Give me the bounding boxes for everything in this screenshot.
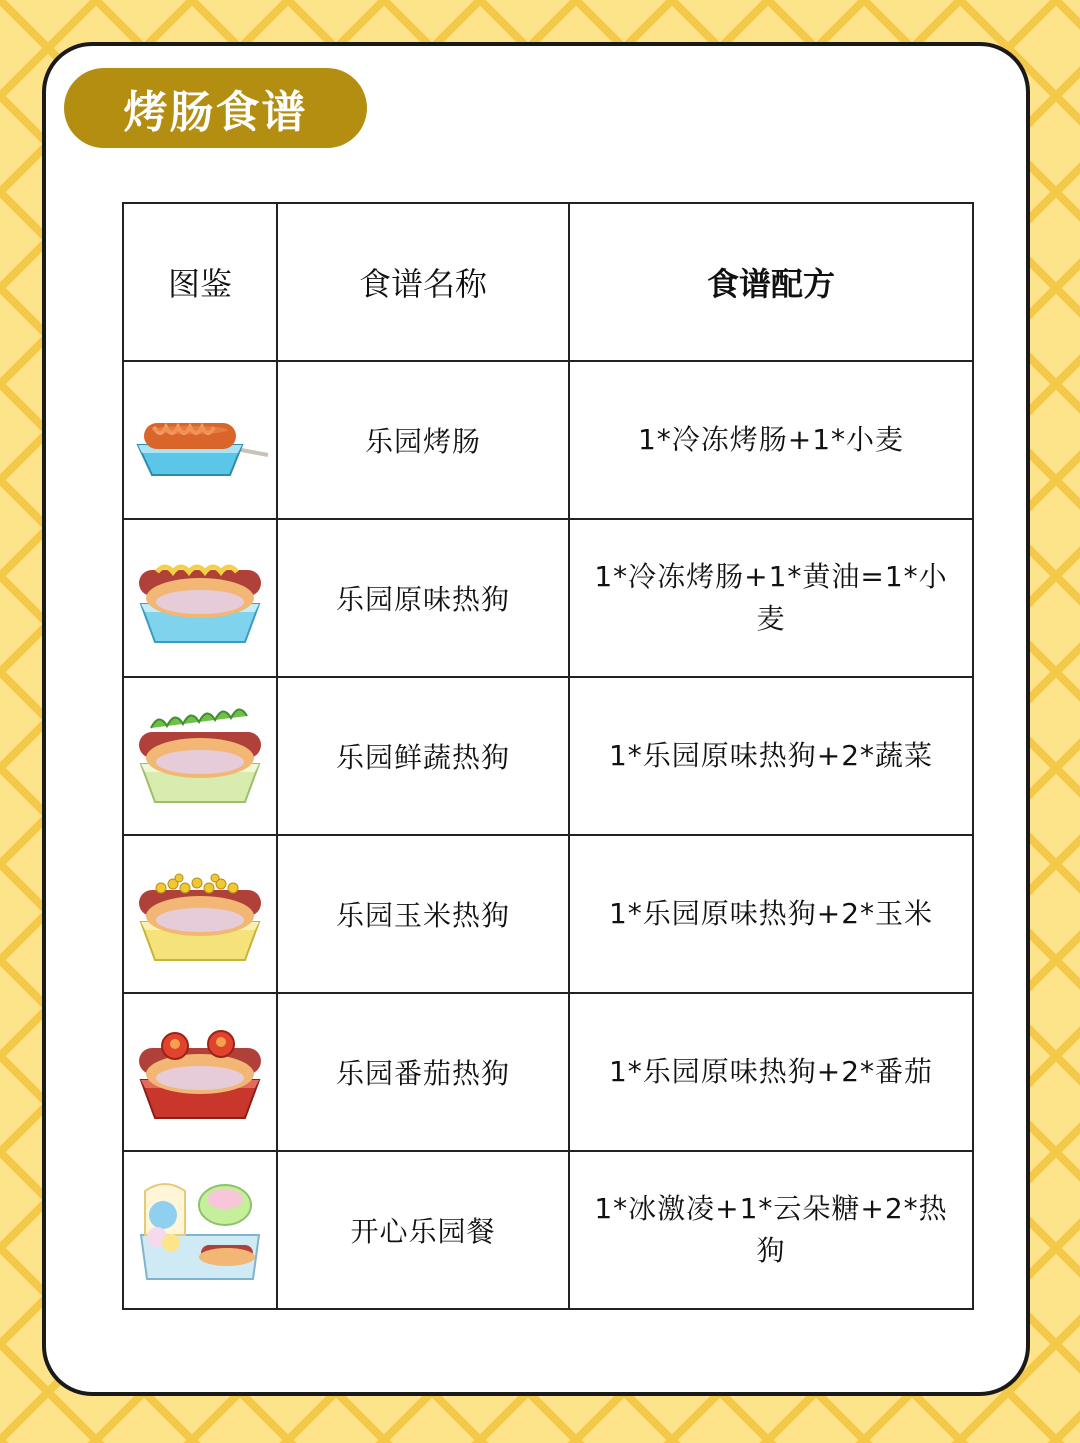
recipe-name: 乐园鲜蔬热狗: [335, 741, 510, 774]
recipe-formula: 1*乐园原味热狗+2*番茄: [608, 1055, 934, 1088]
recipe-image-cell: [123, 835, 277, 993]
veggie-hotdog-icon: [135, 706, 265, 806]
table-row: [123, 993, 973, 1151]
recipe-name: 乐园原味热狗: [335, 583, 510, 616]
table-row: [123, 519, 973, 677]
recipe-formula-cell: [569, 835, 973, 993]
recipe-name: 乐园烤肠: [364, 425, 481, 458]
recipe-image-cell: [123, 677, 277, 835]
recipe-formula-cell: [569, 993, 973, 1151]
happy-meal-icon: [135, 1175, 265, 1285]
recipe-name-cell: [277, 677, 569, 835]
recipe-name-cell: [277, 993, 569, 1151]
recipe-image-cell: [123, 1151, 277, 1309]
page-title: 烤肠食谱: [123, 87, 308, 138]
recipe-formula-cell: [569, 677, 973, 835]
recipe-image-cell: [123, 519, 277, 677]
corn-hotdog-icon: [135, 864, 265, 964]
recipe-name-cell: [277, 1151, 569, 1309]
recipe-formula-cell: [569, 1151, 973, 1309]
recipe-formula: 1*冰激凌+1*云朵糖+2*热狗: [594, 1192, 948, 1267]
table-row: [123, 361, 973, 519]
table-row: [123, 677, 973, 835]
recipe-table: [122, 202, 974, 1310]
recipe-name-cell: [277, 519, 569, 677]
header-name: 食谱名称: [277, 203, 569, 361]
recipe-formula-cell: [569, 519, 973, 677]
grilled-sausage-icon: [130, 395, 270, 485]
recipe-formula-cell: [569, 361, 973, 519]
title-badge: [64, 68, 367, 148]
recipe-formula: 1*乐园原味热狗+2*蔬菜: [608, 739, 934, 772]
tomato-hotdog-icon: [135, 1022, 265, 1122]
recipe-formula: 1*冷冻烤肠+1*小麦: [637, 423, 905, 456]
recipe-name-cell: [277, 361, 569, 519]
table-row: [123, 835, 973, 993]
recipe-image-cell: [123, 993, 277, 1151]
table-header-row: [123, 203, 973, 361]
recipe-name: 乐园番茄热狗: [335, 1057, 510, 1090]
recipe-formula: 1*冷冻烤肠+1*黄油=1*小麦: [594, 560, 948, 635]
header-formula: 食谱配方: [569, 203, 973, 361]
table-row: [123, 1151, 973, 1309]
classic-hotdog-icon: [135, 548, 265, 648]
recipe-name: 开心乐园餐: [350, 1215, 496, 1248]
recipe-name: 乐园玉米热狗: [335, 899, 510, 932]
recipe-image-cell: [123, 361, 277, 519]
recipe-formula: 1*乐园原味热狗+2*玉米: [608, 897, 934, 930]
header-image: 图鉴: [123, 203, 277, 361]
recipe-name-cell: [277, 835, 569, 993]
